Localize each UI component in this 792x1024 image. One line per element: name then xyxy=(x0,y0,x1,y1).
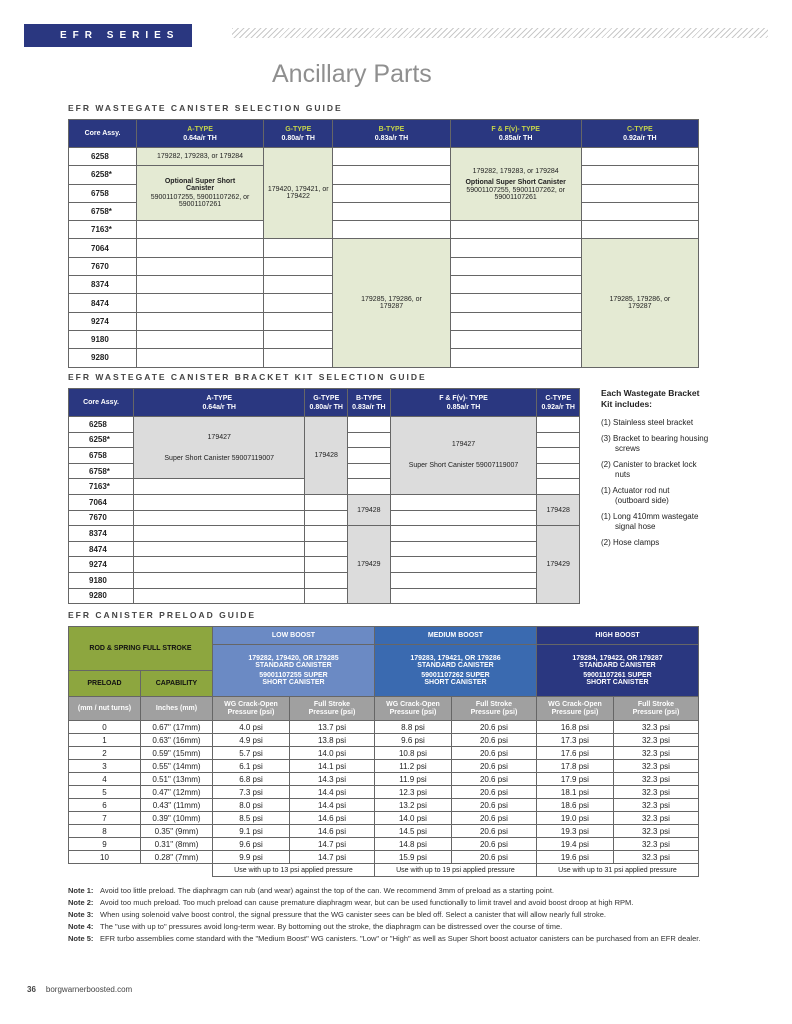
core-assy-header: Core Assy. xyxy=(69,120,137,148)
a-type-optional: Optional Super Short Canister 59001107255, 59001107262, or 59001107261 xyxy=(137,166,264,221)
preload-cell: 6.1 psi xyxy=(213,760,290,773)
preload-cell: 32.3 psi xyxy=(613,812,698,825)
preload-cell: 17.9 psi xyxy=(536,773,613,786)
capability-unit-header: Inches (mm) xyxy=(141,697,213,721)
preload-cell: 8 xyxy=(69,825,141,838)
preload-cell: 0.51" (13mm) xyxy=(141,773,213,786)
kit-item: (1) Actuator rod nut (outboard side) xyxy=(601,486,670,505)
core-assy-cell: 9280 xyxy=(69,349,137,367)
preload-cell: 0.67" (17mm) xyxy=(141,721,213,734)
preload-cell: 32.3 psi xyxy=(613,734,698,747)
preload-cell: 5 xyxy=(69,786,141,799)
core-assy-cell: 9180 xyxy=(69,330,137,348)
note-text: Avoid too much preload. Too much preload can cause premature diaphragm wear, but can be used functionally to limit travel and avoid boost droop at high RPM. xyxy=(100,898,634,907)
preload-cell: 9.9 psi xyxy=(213,851,290,864)
boost-header-high: HIGH BOOST xyxy=(536,627,698,645)
preload-cell: 20.6 psi xyxy=(451,799,536,812)
preload-cell: 18.6 psi xyxy=(536,799,613,812)
core-assy-cell: 6258* xyxy=(69,166,137,184)
preload-cell: 0.31" (8mm) xyxy=(141,838,213,851)
note-text: The "use with up to" pressures avoid long-term wear. By bottoming out the stroke, the diaphragm can be distressed over the course of time. xyxy=(100,922,563,931)
table-row xyxy=(69,812,699,825)
header-hatch-decoration xyxy=(232,28,768,38)
core-assy-cell: 6758* xyxy=(69,463,134,479)
rod-spring-header: ROD & SPRING FULL STROKE xyxy=(69,627,213,671)
preload-cell: 3 xyxy=(69,760,141,773)
bracket-selection-table xyxy=(68,388,580,604)
c-type-bracket: 179428 xyxy=(537,494,580,525)
type-header: C-TYPE 0.92a/r TH xyxy=(581,120,698,148)
preload-cell: 13.2 psi xyxy=(374,799,451,812)
note-label: Note 1: xyxy=(68,886,94,895)
preload-cell: 15.9 psi xyxy=(374,851,451,864)
preload-header: PRELOAD xyxy=(69,671,141,697)
preload-cell: 14.8 psi xyxy=(374,838,451,851)
kit-item: (1) Stainless steel bracket xyxy=(601,418,694,427)
preload-cell: 14.3 psi xyxy=(289,773,374,786)
note-label: Note 2: xyxy=(68,898,94,907)
preload-cell: 32.3 psi xyxy=(613,851,698,864)
preload-cell: 2 xyxy=(69,747,141,760)
core-assy-cell: 6758* xyxy=(69,202,137,220)
preload-cell: 20.6 psi xyxy=(451,747,536,760)
low-boost-usage: Use with up to 13 psi applied pressure xyxy=(213,864,375,877)
preload-cell: 13.7 psi xyxy=(289,721,374,734)
high-boost-canister: 179284, 179422, OR 179287 STANDARD CANISTER 59001107261 SUPER SHORT CANISTER xyxy=(536,645,698,697)
preload-cell: 32.3 psi xyxy=(613,721,698,734)
full-stroke-header: Full Stroke Pressure (psi) xyxy=(613,697,698,721)
note-item xyxy=(68,898,708,907)
crack-open-header: WG Crack-Open Pressure (psi) xyxy=(213,697,290,721)
note-label: Note 3: xyxy=(68,910,94,919)
c-type-bracket: 179429 xyxy=(537,526,580,604)
preload-unit-header: (mm / nut turns) xyxy=(69,697,141,721)
canister-selection-table xyxy=(68,119,699,368)
preload-cell: 11.2 psi xyxy=(374,760,451,773)
full-stroke-header: Full Stroke Pressure (psi) xyxy=(451,697,536,721)
core-assy-cell: 9274 xyxy=(69,557,134,573)
kit-item: (1) Long 410mm wastegate signal hose xyxy=(601,512,699,531)
preload-cell: 20.6 psi xyxy=(451,773,536,786)
preload-cell: 32.3 psi xyxy=(613,838,698,851)
bracket-kit-contents xyxy=(601,388,791,554)
preload-cell: 14.7 psi xyxy=(289,838,374,851)
preload-cell: 17.8 psi xyxy=(536,760,613,773)
preload-cell: 14.6 psi xyxy=(289,825,374,838)
preload-cell: 14.4 psi xyxy=(289,786,374,799)
website-link: borgwarnerboosted.com xyxy=(45,985,133,994)
core-assy-cell: 7064 xyxy=(69,239,137,257)
preload-cell: 20.6 psi xyxy=(451,812,536,825)
preload-cell: 17.6 psi xyxy=(536,747,613,760)
table-row xyxy=(69,799,699,812)
preload-cell: 0.55" (14mm) xyxy=(141,760,213,773)
c-type-part: 179285, 179286, or 179287 xyxy=(581,239,698,367)
preload-cell: 17.3 psi xyxy=(536,734,613,747)
note-text: EFR turbo assemblies come standard with the "Medium Boost" WG canisters. "Low" or "High" as well as Super Short boost actuator canisters can be purchased from an EFR dealer. xyxy=(100,934,701,943)
core-assy-cell: 7064 xyxy=(69,494,134,510)
preload-cell: 14.1 psi xyxy=(289,760,374,773)
a-type-part: 179282, 179283, or 179284 xyxy=(137,148,264,166)
preload-cell: 0.39" (10mm) xyxy=(141,812,213,825)
preload-cell: 7 xyxy=(69,812,141,825)
medium-boost-canister: 179283, 179421, OR 179286 STANDARD CANISTER 59001107262 SUPER SHORT CANISTER xyxy=(374,645,536,697)
preload-cell: 19.0 psi xyxy=(536,812,613,825)
preload-cell: 10 xyxy=(69,851,141,864)
core-assy-cell: 6258 xyxy=(69,417,134,433)
type-header: B-TYPE 0.83a/r TH xyxy=(348,389,391,417)
medium-boost-usage: Use with up to 19 psi applied pressure xyxy=(374,864,536,877)
kit-item: (2) Canister to bracket lock nuts xyxy=(601,460,697,479)
note-item xyxy=(68,886,708,895)
b-type-bracket: 179429 xyxy=(348,526,391,604)
g-type-bracket: 179428 xyxy=(305,417,348,495)
preload-cell: 14.6 psi xyxy=(289,812,374,825)
preload-cell: 9.6 psi xyxy=(213,838,290,851)
preload-guide-title: EFR CANISTER PRELOAD GUIDE xyxy=(68,610,257,620)
preload-cell: 16.8 psi xyxy=(536,721,613,734)
preload-cell: 12.3 psi xyxy=(374,786,451,799)
type-header: A-TYPE 0.64a/r TH xyxy=(137,120,264,148)
preload-cell: 0.59" (15mm) xyxy=(141,747,213,760)
type-header: A-TYPE 0.64a/r TH xyxy=(134,389,305,417)
table-row xyxy=(69,786,699,799)
full-stroke-header: Full Stroke Pressure (psi) xyxy=(289,697,374,721)
table-row xyxy=(69,747,699,760)
canister-guide-title: EFR WASTEGATE CANISTER SELECTION GUIDE xyxy=(68,103,343,113)
core-assy-cell: 8374 xyxy=(69,276,137,294)
preload-cell: 9.1 psi xyxy=(213,825,290,838)
type-header: G-TYPE 0.80a/r TH xyxy=(264,120,333,148)
type-header: F & F(v)- TYPE 0.85a/r TH xyxy=(390,389,537,417)
f-type-bracket: 179427 Super Short Canister 59007119007 xyxy=(390,417,537,495)
crack-open-header: WG Crack-Open Pressure (psi) xyxy=(536,697,613,721)
preload-cell: 20.6 psi xyxy=(451,760,536,773)
notes-section xyxy=(68,886,708,946)
preload-cell: 5.7 psi xyxy=(213,747,290,760)
page-footer xyxy=(27,985,132,994)
bracket-guide-title: EFR WASTEGATE CANISTER BRACKET KIT SELECTION GUIDE xyxy=(68,372,427,382)
series-banner: EFR SERIES xyxy=(24,24,192,47)
preload-cell: 32.3 psi xyxy=(613,786,698,799)
b-type-bracket: 179428 xyxy=(348,494,391,525)
core-assy-cell: 6258* xyxy=(69,432,134,448)
note-label: Note 4: xyxy=(68,922,94,931)
core-assy-cell: 6758 xyxy=(69,184,137,202)
g-type-part: 179420, 179421, or 179422 xyxy=(264,148,333,239)
boost-header-low: LOW BOOST xyxy=(213,627,375,645)
preload-cell: 32.3 psi xyxy=(613,825,698,838)
core-assy-cell: 7163* xyxy=(69,221,137,239)
note-item xyxy=(68,934,708,943)
preload-cell: 20.6 psi xyxy=(451,734,536,747)
preload-cell: 11.9 psi xyxy=(374,773,451,786)
low-boost-canister: 179282, 179420, OR 179285 STANDARD CANISTER 59001107255 SUPER SHORT CANISTER xyxy=(213,645,375,697)
preload-cell: 32.3 psi xyxy=(613,747,698,760)
note-label: Note 5: xyxy=(68,934,94,943)
preload-cell: 0.47" (12mm) xyxy=(141,786,213,799)
core-assy-cell: 9274 xyxy=(69,312,137,330)
preload-cell: 4.0 psi xyxy=(213,721,290,734)
page-number: 36 xyxy=(27,985,36,994)
preload-cell: 1 xyxy=(69,734,141,747)
core-assy-cell: 9180 xyxy=(69,572,134,588)
preload-cell: 20.6 psi xyxy=(451,825,536,838)
preload-cell: 14.7 psi xyxy=(289,851,374,864)
preload-cell: 19.4 psi xyxy=(536,838,613,851)
crack-open-header: WG Crack-Open Pressure (psi) xyxy=(374,697,451,721)
table-row xyxy=(69,825,699,838)
table-row xyxy=(69,721,699,734)
preload-cell: 7.3 psi xyxy=(213,786,290,799)
preload-cell: 0.35" (9mm) xyxy=(141,825,213,838)
preload-cell: 4.9 psi xyxy=(213,734,290,747)
kit-item: (2) Hose clamps xyxy=(601,538,660,547)
note-item xyxy=(68,922,708,931)
kit-item: (3) Bracket to bearing housing screws xyxy=(601,434,709,453)
capability-header: CAPABILITY xyxy=(141,671,213,697)
type-header: C-TYPE 0.92a/r TH xyxy=(537,389,580,417)
type-header: G-TYPE 0.80a/r TH xyxy=(305,389,348,417)
b-type-part: 179285, 179286, or 179287 xyxy=(333,239,450,367)
preload-cell: 14.5 psi xyxy=(374,825,451,838)
core-assy-cell: 8374 xyxy=(69,526,134,542)
preload-cell: 8.5 psi xyxy=(213,812,290,825)
table-row xyxy=(69,734,699,747)
core-assy-header: Core Assy. xyxy=(69,389,134,417)
table-row xyxy=(69,851,699,864)
preload-cell: 0.43" (11mm) xyxy=(141,799,213,812)
preload-cell: 32.3 psi xyxy=(613,799,698,812)
preload-cell: 0 xyxy=(69,721,141,734)
preload-cell: 14.0 psi xyxy=(289,747,374,760)
boost-header-medium: MEDIUM BOOST xyxy=(374,627,536,645)
preload-cell: 8.8 psi xyxy=(374,721,451,734)
preload-cell: 32.3 psi xyxy=(613,773,698,786)
preload-cell: 9 xyxy=(69,838,141,851)
preload-cell: 8.0 psi xyxy=(213,799,290,812)
preload-table xyxy=(68,626,699,877)
note-text: Avoid too little preload. The diaphragm can rub (and wear) against the top of the can. We recommend 3mm of preload as a starting point. xyxy=(100,886,555,895)
type-header: B-TYPE 0.83a/r TH xyxy=(333,120,450,148)
table-row xyxy=(69,760,699,773)
preload-cell: 20.6 psi xyxy=(451,851,536,864)
note-item xyxy=(68,910,708,919)
preload-cell: 14.0 psi xyxy=(374,812,451,825)
note-text: When using solenoid valve boost control, the signal pressure that the WG canister sees can be bled off. Select a canister that will allow nearly full stroke. xyxy=(100,910,606,919)
preload-cell: 0.63" (16mm) xyxy=(141,734,213,747)
preload-cell: 13.8 psi xyxy=(289,734,374,747)
preload-cell: 18.1 psi xyxy=(536,786,613,799)
preload-cell: 0.28" (7mm) xyxy=(141,851,213,864)
a-type-bracket: 179427 Super Short Canister 59007119007 xyxy=(134,417,305,479)
core-assy-cell: 6758 xyxy=(69,448,134,464)
preload-cell: 20.6 psi xyxy=(451,838,536,851)
high-boost-usage: Use with up to 31 psi applied pressure xyxy=(536,864,698,877)
core-assy-cell: 7670 xyxy=(69,510,134,526)
core-assy-cell: 8474 xyxy=(69,294,137,312)
preload-cell: 4 xyxy=(69,773,141,786)
preload-cell: 20.6 psi xyxy=(451,786,536,799)
preload-cell: 9.6 psi xyxy=(374,734,451,747)
core-assy-cell: 9280 xyxy=(69,588,134,604)
table-row xyxy=(69,773,699,786)
page-title: Ancillary Parts xyxy=(272,60,432,88)
core-assy-cell: 6258 xyxy=(69,148,137,166)
core-assy-cell: 7670 xyxy=(69,257,137,275)
preload-cell: 6 xyxy=(69,799,141,812)
core-assy-cell: 7163* xyxy=(69,479,134,495)
preload-cell: 32.3 psi xyxy=(613,760,698,773)
table-row xyxy=(69,838,699,851)
preload-cell: 14.4 psi xyxy=(289,799,374,812)
preload-cell: 19.3 psi xyxy=(536,825,613,838)
core-assy-cell: 8474 xyxy=(69,541,134,557)
type-header: F & F(v)- TYPE 0.85a/r TH xyxy=(450,120,581,148)
preload-cell: 20.6 psi xyxy=(451,721,536,734)
f-type-part: 179282, 179283, or 179284 Optional Super Short Canister 59001107255, 59001107262, or 59001107261 xyxy=(450,148,581,221)
bracket-kit-heading: Each Wastegate Bracket Kit includes: xyxy=(601,388,700,409)
preload-cell: 10.8 psi xyxy=(374,747,451,760)
preload-cell: 6.8 psi xyxy=(213,773,290,786)
preload-cell: 19.6 psi xyxy=(536,851,613,864)
